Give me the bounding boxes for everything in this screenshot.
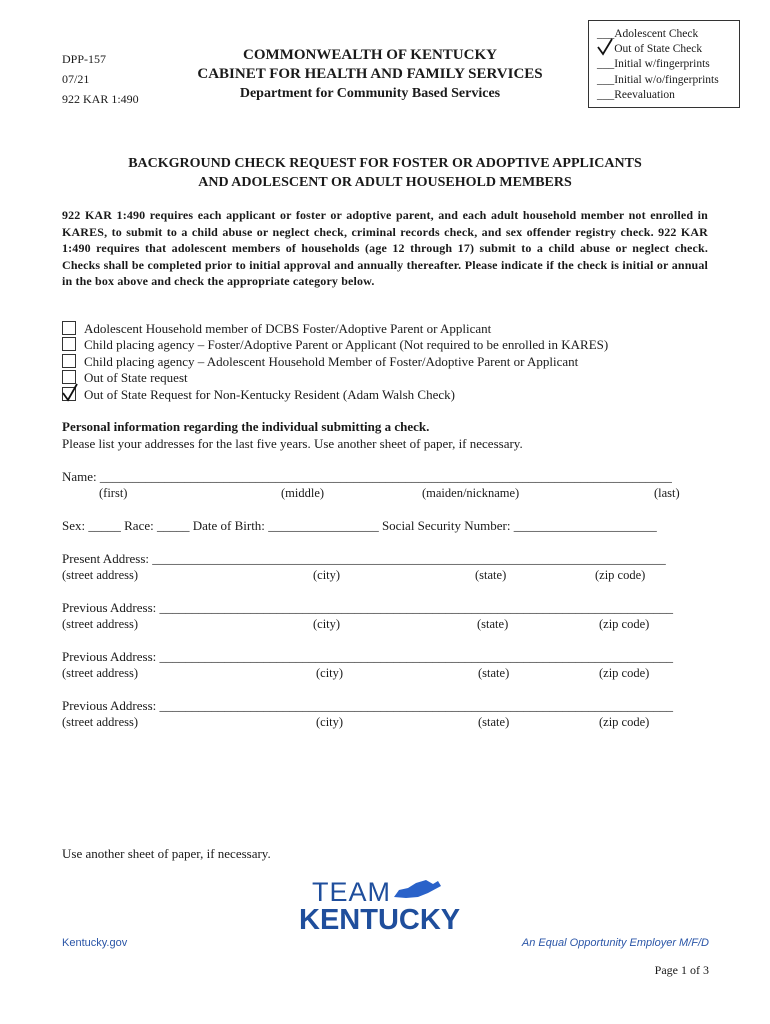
category-label: Child placing agency – Adolescent Household Member of Foster/Adoptive Parent or Applicant xyxy=(84,353,579,369)
website-link[interactable]: Kentucky.gov xyxy=(62,937,128,949)
race-label: Race: xyxy=(124,518,154,533)
check-type-option[interactable]: ___Initial w/fingerprints xyxy=(597,58,710,71)
category-label: Out of State Request for Non-Kentucky Resident (Adam Walsh Check) xyxy=(84,386,455,402)
name-hint-last: (last) xyxy=(654,486,680,500)
check-type-label: Initial w/o/fingerprints xyxy=(614,73,719,86)
checkmark-icon xyxy=(61,382,79,402)
check-type-label: Initial w/fingerprints xyxy=(614,58,710,71)
name-hint-middle: (middle) xyxy=(281,486,325,500)
category-label: Child placing agency – Foster/Adoptive Parent or Applicant (Not required to be enrolled in KARES) xyxy=(84,337,609,353)
intro-paragraph: 922 KAR 1:490 requires each applicant or foster or adoptive parent, and each adult household member not enrolled in KARES, to submit to a child abuse or neglect check, criminal records check, and sex offender registry check. 922 KAR 1:490 requires that adolescent members of households (age 12 through 17) submit to a child abuse or neglect check. Checks shall be completed prior to initial approval and annually thereafter. Please indicate if the check is initial or annual in the box above and check the appropriate category below. xyxy=(62,208,708,289)
title-line-2: AND ADOLESCENT OR ADULT HOUSEHOLD MEMBERS xyxy=(198,175,572,190)
name-hint-first: (first) xyxy=(99,486,128,500)
address-label: Previous Address: xyxy=(62,649,157,664)
address-blank[interactable]: _______________________________________________________________________________ xyxy=(159,698,673,713)
address-hint-zip: (zip code) xyxy=(599,715,650,729)
category-list xyxy=(62,321,608,403)
check-type-label: Reevaluation xyxy=(614,88,675,101)
address-hint-state: (state) xyxy=(478,715,510,729)
address-hint-street: (street address) xyxy=(62,617,139,631)
address-blank[interactable]: _______________________________________________________________________________ xyxy=(159,600,673,615)
eoe-statement: An Equal Opportunity Employer M/F/D xyxy=(521,937,709,949)
demographics-row xyxy=(62,518,657,534)
use-another-note: Use another sheet of paper, if necessary. xyxy=(62,846,271,861)
category-item[interactable] xyxy=(62,337,608,353)
name-field[interactable] xyxy=(62,469,672,485)
category-item[interactable] xyxy=(62,370,608,386)
page-number: Page 1 of 3 xyxy=(654,963,709,977)
checkbox[interactable] xyxy=(62,337,76,351)
address-label: Previous Address: xyxy=(62,698,157,713)
previous-address-field[interactable] xyxy=(62,698,673,714)
checkbox[interactable] xyxy=(62,321,76,335)
header-line-1: COMMONWEALTH OF KENTUCKY xyxy=(243,47,497,63)
address-hint-city: (city) xyxy=(316,666,344,680)
race-blank[interactable]: _____ xyxy=(156,518,190,533)
address-hint-city: (city) xyxy=(313,568,341,582)
address-hint-state: (state) xyxy=(478,666,510,680)
check-type-box xyxy=(588,20,740,108)
ssn-label: Social Security Number: xyxy=(381,518,511,533)
address-hint-state: (state) xyxy=(475,568,507,582)
address-hint-city: (city) xyxy=(313,617,341,631)
category-item[interactable] xyxy=(62,387,608,403)
personal-info-heading: Personal information regarding the individual submitting a check. xyxy=(62,419,430,434)
address-blank[interactable]: _______________________________________________________________________________ xyxy=(159,649,673,664)
address-hint-zip: (zip code) xyxy=(595,568,646,582)
form-regulation: 922 KAR 1:490 xyxy=(62,92,139,106)
team-kentucky-logo xyxy=(298,877,473,933)
address-blank[interactable]: _______________________________________________________________________________ xyxy=(152,551,666,566)
category-item[interactable] xyxy=(62,321,608,337)
previous-address-field[interactable] xyxy=(62,649,673,665)
previous-address-field[interactable] xyxy=(62,600,673,616)
title-line-1: BACKGROUND CHECK REQUEST FOR FOSTER OR ADOPTIVE APPLICANTS xyxy=(128,156,642,171)
ssn-blank[interactable]: ______________________ xyxy=(513,518,657,533)
form-identification xyxy=(62,49,139,109)
form-title xyxy=(40,154,730,192)
check-type-label: Out of State Check xyxy=(614,43,703,56)
address-label: Present Address: xyxy=(62,551,150,566)
name-hint-maiden: (maiden/nickname) xyxy=(422,486,520,500)
checkbox[interactable] xyxy=(62,354,76,368)
logo-line-1: TEAM xyxy=(312,877,392,907)
address-hint-zip: (zip code) xyxy=(599,666,650,680)
checkmark-icon xyxy=(597,38,613,56)
agency-header xyxy=(180,46,560,103)
personal-info-section xyxy=(62,418,523,452)
check-type-option[interactable]: ___Initial w/o/fingerprints xyxy=(597,73,719,86)
checkbox-checked[interactable] xyxy=(62,387,76,401)
sex-blank[interactable]: _____ xyxy=(88,518,121,533)
kentucky-state-icon xyxy=(394,880,441,898)
form-number: DPP-157 xyxy=(62,52,107,66)
header-line-3: Department for Community Based Services xyxy=(239,86,501,101)
name-blank[interactable]: ________________________________________________________________________________________ xyxy=(99,469,672,484)
address-label: Previous Address: xyxy=(62,600,157,615)
address-hint-state: (state) xyxy=(477,617,509,631)
category-label: Out of State request xyxy=(84,370,188,386)
sex-label: Sex: xyxy=(62,518,86,533)
name-label: Name: xyxy=(62,469,97,484)
address-hint-city: (city) xyxy=(316,715,344,729)
check-type-option[interactable]: ___Adolescent Check xyxy=(597,28,699,40)
form-date: 07/21 xyxy=(62,72,90,86)
dob-label: Date of Birth: xyxy=(192,518,265,533)
category-label: Adolescent Household member of DCBS Foster/Adoptive Parent or Applicant xyxy=(84,321,492,336)
dob-blank[interactable]: _________________ xyxy=(268,518,379,533)
address-hint-street: (street address) xyxy=(62,715,139,729)
check-type-option[interactable] xyxy=(597,42,739,57)
header-line-2: CABINET FOR HEALTH AND FAMILY SERVICES xyxy=(197,66,543,82)
present-address-field[interactable] xyxy=(62,551,666,567)
personal-info-instruction: Please list your addresses for the last five years. Use another sheet of paper, if necessary. xyxy=(62,436,523,451)
category-item[interactable] xyxy=(62,354,608,370)
check-type-option[interactable]: ___Reevaluation xyxy=(597,88,675,101)
address-hint-street: (street address) xyxy=(62,568,139,582)
logo-line-2: KENTUCKY xyxy=(299,904,461,933)
address-hint-zip: (zip code) xyxy=(599,617,650,631)
address-hint-street: (street address) xyxy=(62,666,139,680)
check-type-label: Adolescent Check xyxy=(614,28,699,40)
